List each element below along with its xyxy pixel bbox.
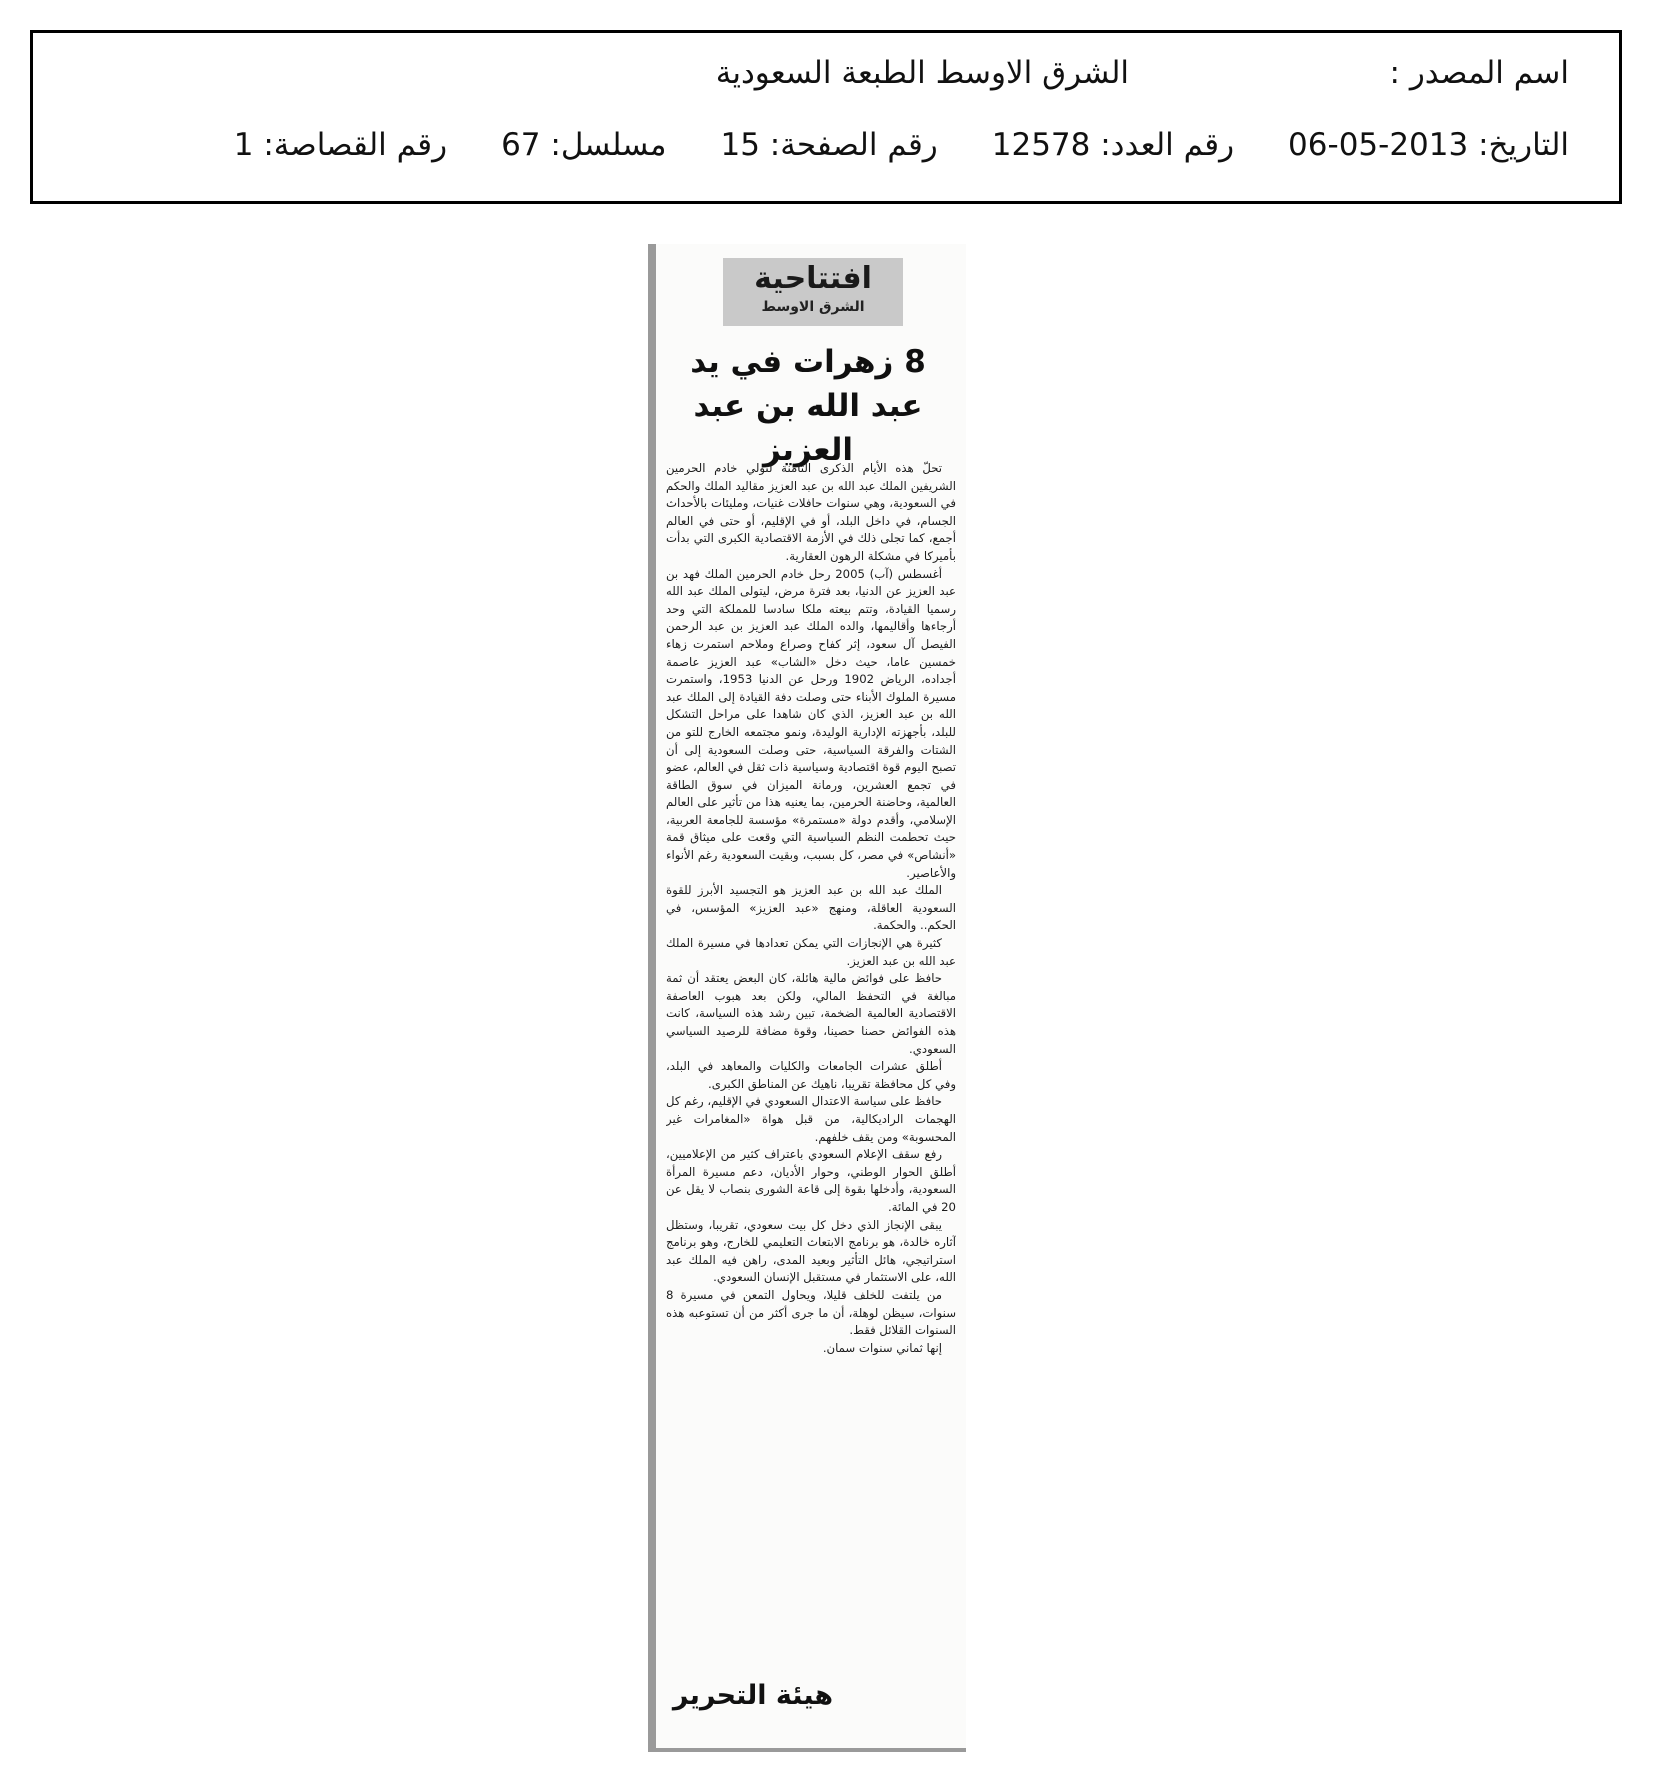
article-paragraph: يبقى الإنجاز الذي دخل كل بيت سعودي، تقريبا، وستظل آثاره خالدة، هو برنامج الابتعاث التعليمي للخارج، وهو برنامج استراتيجي، هائل التأثير وبعيد المدى، راهن فيه الملك عبد الله، على الاستثمار في مستقبل الإنسان السعودي. bbox=[666, 1217, 956, 1285]
headline-line-1: 8 زهرات في يد bbox=[690, 344, 926, 380]
page-number-field: رقم الصفحة: 15 bbox=[720, 127, 938, 163]
article-paragraph: تحلّ هذه الأيام الذكرى الثامنة لتولي خادم الحرمين الشريفين الملك عبد الله بن عبد العزيز مقاليد الملك والحكم في السعودية، وهي سنوات حافلات غنيات، ومليئات بالأحداث الجسام، في داخل البلد، أو في الإقليم، أو حتى في العالم أجمع، كما تجلى ذلك في الأزمة الاقتصادية الكبرى التي بدأت بأميركا في مشكلة الرهون العقارية. bbox=[666, 461, 956, 563]
clip-number-field: رقم القصاصة: 1 bbox=[233, 127, 448, 163]
details-row bbox=[83, 127, 1569, 163]
editorial-board-signature: هيئة التحرير bbox=[672, 1680, 834, 1711]
article-body bbox=[666, 460, 956, 1672]
serial-field: مسلسل: 67 bbox=[501, 127, 667, 163]
date-field: التاريخ: 2013-05-06 bbox=[1288, 127, 1569, 163]
source-row bbox=[83, 55, 1569, 91]
section-kicker bbox=[723, 258, 903, 326]
article-paragraph: أغسطس (آب) 2005 رحل خادم الحرمين الملك فهد بن عبد العزيز عن الدنيا، بعد فترة مرض، ليتولى الملك عبد الله رسميا القيادة، وتتم بيعته ملكا سادسا للمملكة التي وحد أرجاءها وأقاليمها، والده الملك عبد العزيز بن عبد الرحمن الفيصل آل سعود، إثر كفاح وصراع وملاحم استمرت زهاء خمسين عاما، حيث دخل «الشاب» عبد العزيز عاصمة أجداده، الرياض 1902 ورحل عن الدنيا 1953، واستمرت مسيرة الملوك الأبناء حتى وصلت دفة القيادة إلى الملك عبد الله بن عبد العزيز، الذي كان شاهدا على مراحل التشكل للبلد، بأجهزته الإدارية الوليدة، ونمو مجتمعه الخارج للتو من الشتات والفرقة السياسية، حتى وصلت السعودية إلى أن تصبح اليوم قوة اقتصادية وسياسية ذات ثقل في العالم، عضو في تجمع العشرين، ورمانة الميزان في سوق الطاقة العالمية، وحاضنة الحرمين، بما يعنيه هذا من تأثير على العالم الإسلامي، وأقدم دولة «مستمرة» مؤسسة للجامعة العربية، حيث تحطمت النظم السياسية التي وقعت على ميثاق قمة «أنشاص» في مصر، كل بسبب، وبقيت السعودية رغم الأنواء والأعاصير. bbox=[666, 566, 956, 880]
source-value: الشرق الاوسط الطبعة السعودية bbox=[715, 55, 1129, 91]
article-paragraph: رفع سقف الإعلام السعودي باعتراف كثير من الإعلاميين، أطلق الحوار الوطني، وحوار الأديان، دعم مسيرة المرأة السعودية، وأدخلها بقوة إلى قاعة الشورى بنصاب لا يقل عن 20 في المائة. bbox=[666, 1147, 956, 1214]
kicker-title: افتتاحية bbox=[754, 261, 872, 296]
article-paragraph: كثيرة هي الإنجازات التي يمكن تعدادها في مسيرة الملك عبد الله بن عبد العزيز. bbox=[666, 936, 956, 968]
article-paragraph: إنها ثماني سنوات سمان. bbox=[822, 1340, 942, 1355]
article-paragraph: من يلتفت للخلف قليلا، ويحاول التمعن في مسيرة 8 سنوات، سيظن لوهلة، أن ما جرى أكثر من أن تستوعبه هذه السنوات القلائل فقط. bbox=[666, 1287, 956, 1338]
article-paragraph: الملك عبد الله بن عبد العزيز هو التجسيد الأبرز للقوة السعودية العاقلة، ومنهج «عبد العزيز» المؤسس، في الحكم.. والحكمة. bbox=[666, 883, 956, 933]
issue-number-field: رقم العدد: 12578 bbox=[991, 127, 1235, 163]
article-paragraph: حافظ على سياسة الاعتدال السعودي في الإقليم، رغم كل الهجمات الراديكالية، من قبل هواة «المغامرات غير المحسوبة» ومن يقف خلفهم. bbox=[666, 1094, 956, 1144]
article-headline bbox=[660, 340, 956, 472]
clipping-bottom-rule bbox=[648, 1748, 966, 1752]
kicker-newspaper-name: الشرق الاوسط bbox=[761, 299, 865, 315]
clipping-metadata-box bbox=[30, 30, 1622, 204]
clipping-left-rule bbox=[648, 244, 656, 1750]
source-label: اسم المصدر : bbox=[1389, 55, 1569, 91]
article-paragraph: حافظ على فوائض مالية هائلة، كان البعض يعتقد أن ثمة مبالغة في التحفظ المالي، ولكن بعد هبوب العاصفة الاقتصادية العالمية الضخمة، تبين رشد هذه السياسة، كانت هذه الفوائض حصنا حصينا، وقوة مضافة للرصيد السياسي السعودي. bbox=[666, 971, 956, 1056]
headline-line-2: عبد الله بن عبد العزيز bbox=[693, 388, 923, 468]
newspaper-clipping bbox=[648, 244, 966, 1750]
article-paragraph: أطلق عشرات الجامعات والكليات والمعاهد في البلد، وفي كل محافظة تقريبا، ناهيك عن المناطق الكبرى. bbox=[666, 1059, 956, 1091]
